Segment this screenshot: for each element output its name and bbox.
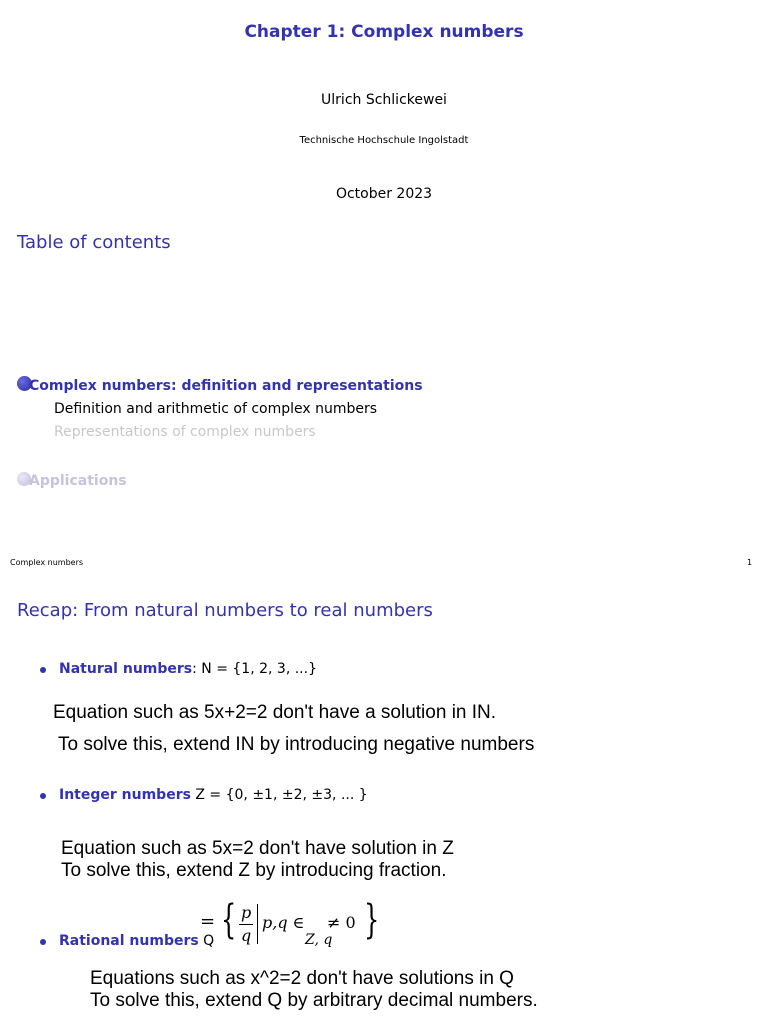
bullet-natural (40, 667, 46, 673)
rational-formula-right-brace: } (364, 897, 380, 943)
item-integer-label: Integer numbers (59, 787, 191, 803)
rational-formula-condition: p,q ∈ (262, 913, 305, 932)
note-natural-1: Equation such as 5x+2=2 don't have a solution in IN. (53, 702, 497, 723)
footer-left: Complex numbers (10, 558, 84, 567)
note-integer-2: To solve this, extend Z by introducing fraction. (61, 860, 447, 881)
item-natural-set: : N = {1, 2, 3, ...} (192, 661, 317, 677)
note-natural-2: To solve this, extend IN by introducing negative numbers (58, 734, 535, 755)
bullet-integer (40, 793, 46, 799)
rational-formula-eq: = (200, 911, 216, 932)
title-slide-institute: Technische Hochschule Ingolstadt (299, 135, 469, 146)
rational-formula-numerator: p (241, 903, 252, 922)
toc-heading: Table of contents (17, 232, 171, 253)
rational-formula-neq: ≠ 0 (327, 913, 356, 932)
rational-formula-separator (257, 904, 258, 944)
item-integer (59, 787, 368, 803)
note-rational-1: Equations such as x^2=2 don't have solutions in Q (90, 968, 514, 989)
toc-section-2[interactable]: Applications (29, 473, 127, 489)
note-integer-1: Equation such as 5x=2 don't have solution in Z (61, 838, 454, 859)
footer-page-number: 1 (747, 558, 753, 567)
rational-formula-left-brace: { (221, 897, 237, 943)
rational-formula-subscript: Z, q (305, 932, 333, 948)
item-rational-set: Q (198, 933, 215, 949)
item-natural-label: Natural numbers (59, 661, 193, 677)
title-slide-date: October 2023 (335, 186, 433, 202)
toc-subsection-1-2[interactable]: Representations of complex numbers (54, 424, 316, 440)
title-slide-author: Ulrich Schlickewei (321, 92, 447, 108)
bullet-rational (40, 939, 46, 945)
item-natural (59, 661, 317, 677)
title-slide-title: Chapter 1: Complex numbers (244, 22, 524, 42)
toc-subsection-1-1[interactable]: Definition and arithmetic of complex numbers (54, 401, 378, 417)
rational-formula-fraction-bar (239, 924, 253, 925)
item-integer-set: Z = {0, ±1, ±2, ±3, ... } (190, 787, 368, 803)
toc-section-1[interactable]: Complex numbers: definition and representations (29, 378, 423, 394)
item-rational (59, 933, 214, 949)
item-rational-label: Rational numbers (59, 933, 199, 949)
rational-formula-denominator: q (241, 926, 252, 945)
note-rational-2: To solve this, extend Q by arbitrary decimal numbers. (90, 990, 538, 1011)
recap-heading: Recap: From natural numbers to real numbers (17, 600, 433, 621)
